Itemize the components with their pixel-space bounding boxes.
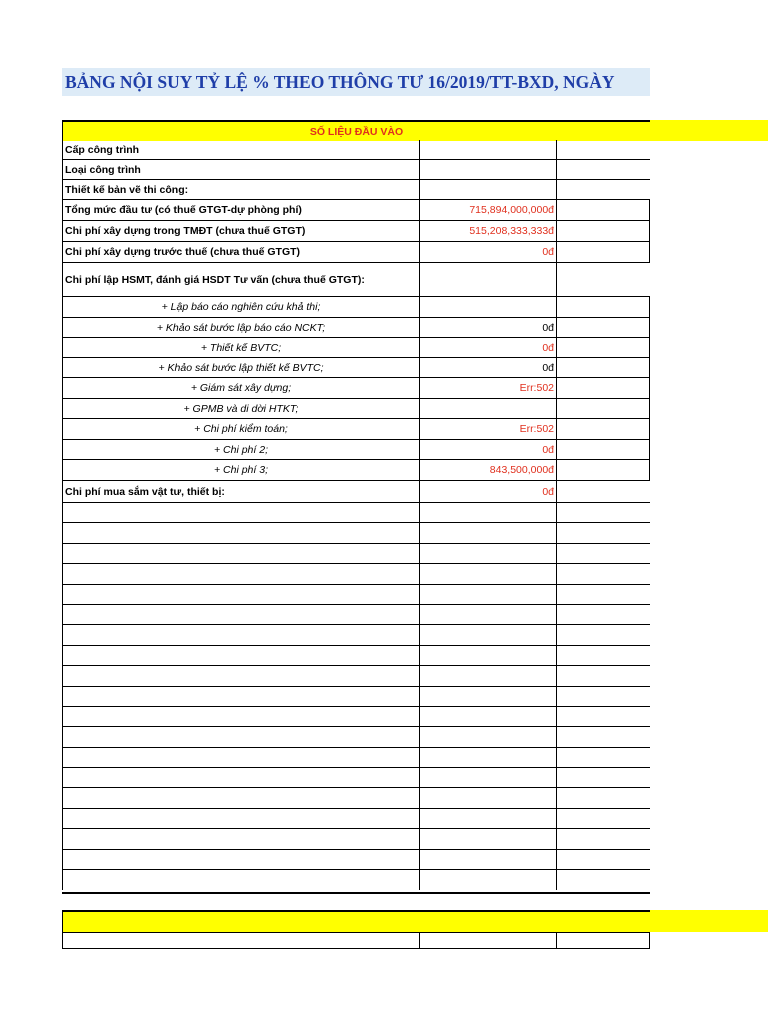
table-row[interactable] [62, 358, 650, 378]
row-value: 0đ [420, 338, 557, 357]
row-label: + Chi phí 3; [63, 460, 420, 480]
table-bottom-border [62, 892, 650, 894]
row-extra [557, 318, 650, 337]
row-value: 715,894,000,000đ [420, 200, 557, 220]
table-row[interactable] [62, 523, 650, 543]
empty-cell [63, 666, 420, 685]
row-extra [557, 419, 650, 439]
table-row[interactable] [62, 605, 650, 625]
row-value: 843,500,000đ [420, 460, 557, 480]
table-row[interactable] [62, 564, 650, 584]
row-value: Err:502 [420, 378, 557, 398]
row-value [420, 180, 557, 199]
row-value: 515,208,333,333đ [420, 221, 557, 241]
empty-cell [420, 687, 557, 706]
empty-cell [63, 788, 420, 807]
row-value: 0đ [420, 440, 557, 459]
row-label: Chi phí xây dựng trước thuế (chưa thuế GTGT) [63, 242, 420, 262]
row-label: Thiết kế bản vẽ thi công: [63, 180, 420, 199]
table-row[interactable] [62, 318, 650, 338]
empty-cell [420, 768, 557, 787]
empty-cell [63, 809, 420, 828]
sheet-title: BẢNG NỘI SUY TỶ LỆ % THEO THÔNG TƯ 16/2019/TT-BXD, NGÀY [65, 72, 615, 92]
row-label: Chi phí xây dựng trong TMĐT (chưa thuế GTGT) [63, 221, 420, 241]
empty-cell [63, 625, 420, 644]
row-extra [557, 440, 650, 459]
row-value: Err:502 [420, 419, 557, 439]
row-label: + Thiết kế BVTC; [63, 338, 420, 357]
empty-cell [63, 503, 420, 522]
row-label: + Giám sát xây dựng; [63, 378, 420, 398]
table-row[interactable] [62, 440, 650, 460]
table-row[interactable] [62, 585, 650, 605]
row-extra [557, 242, 650, 262]
empty-cell [63, 870, 420, 890]
table-row[interactable] [62, 870, 650, 890]
table-row[interactable] [62, 263, 650, 297]
table-row[interactable] [62, 481, 650, 503]
row-label: + Chi phí kiểm toán; [63, 419, 420, 439]
table-row[interactable] [62, 829, 650, 849]
empty-cell [63, 646, 420, 665]
empty-cell [420, 788, 557, 807]
row-extra [557, 200, 650, 220]
table-row[interactable] [62, 200, 650, 221]
input-table [62, 120, 650, 890]
empty-cell [63, 687, 420, 706]
empty-cell [420, 585, 557, 604]
empty-cell [420, 625, 557, 644]
empty-cell [63, 933, 420, 948]
empty-cell [63, 564, 420, 583]
row-label: Loại công trình [63, 160, 420, 179]
row-value [420, 263, 557, 296]
table-row[interactable] [62, 727, 650, 747]
second-table [62, 910, 650, 949]
table-row[interactable] [62, 160, 650, 180]
row-label: Chi phí lập HSMT, đánh giá HSDT Tư vấn (chưa thuế GTGT): [63, 263, 420, 296]
empty-cell [63, 585, 420, 604]
empty-cell [420, 523, 557, 542]
table-row[interactable] [62, 338, 650, 358]
table-row[interactable] [62, 809, 650, 829]
empty-cell [420, 829, 557, 848]
table-row[interactable] [62, 460, 650, 481]
empty-cell [63, 829, 420, 848]
table-row[interactable] [62, 932, 650, 949]
row-value [420, 160, 557, 179]
row-label: + Lập báo cáo nghiên cứu khả thi; [63, 297, 420, 317]
row-label: Tổng mức đầu tư (có thuế GTGT-dự phòng phí) [63, 200, 420, 220]
row-value: 0đ [420, 242, 557, 262]
row-value: 0đ [420, 358, 557, 377]
empty-cell [420, 544, 557, 563]
table-row[interactable] [62, 748, 650, 768]
row-extra [557, 338, 650, 357]
empty-cell [420, 666, 557, 685]
table-row[interactable] [62, 646, 650, 666]
row-extra [557, 460, 650, 480]
empty-cell [420, 605, 557, 624]
empty-cell [420, 503, 557, 522]
second-header-row [62, 910, 650, 932]
table-row[interactable] [62, 221, 650, 242]
empty-cell [420, 748, 557, 767]
table-row[interactable] [62, 140, 650, 160]
empty-cell [420, 646, 557, 665]
table-row[interactable] [62, 544, 650, 564]
table-row[interactable] [62, 788, 650, 808]
empty-cell [63, 523, 420, 542]
empty-cell [420, 809, 557, 828]
table-row[interactable] [62, 399, 650, 419]
row-label: + Khảo sát bước lập báo cáo NCKT; [63, 318, 420, 337]
empty-cell [420, 727, 557, 746]
table-row[interactable] [62, 625, 650, 645]
empty-cell [63, 707, 420, 726]
empty-cell [63, 727, 420, 746]
empty-cell [420, 870, 557, 890]
row-value [420, 399, 557, 418]
row-value [420, 140, 557, 159]
table-row[interactable] [62, 419, 650, 440]
table-row[interactable] [62, 180, 650, 200]
row-label: + Khảo sát bước lập thiết kế BVTC; [63, 358, 420, 377]
empty-cell [420, 564, 557, 583]
table-row[interactable] [62, 242, 650, 263]
table-row[interactable] [62, 768, 650, 788]
table-row[interactable] [62, 850, 650, 870]
row-value: 0đ [420, 481, 557, 502]
empty-cell [63, 748, 420, 767]
row-extra [557, 378, 650, 398]
table-row[interactable] [62, 503, 650, 523]
section-header: SỐ LIỆU ĐẦU VÀO [62, 120, 650, 140]
row-extra [557, 221, 650, 241]
table-row[interactable] [62, 687, 650, 707]
title-band [62, 68, 650, 96]
row-label: Chi phí mua sắm vật tư, thiết bị: [63, 481, 420, 502]
row-extra [557, 399, 650, 418]
table-row[interactable] [62, 666, 650, 686]
empty-cell [63, 850, 420, 869]
empty-cell [420, 933, 557, 948]
table-row[interactable] [62, 707, 650, 727]
table-row[interactable] [62, 297, 650, 318]
row-label: + GPMB và di dời HTKT; [63, 399, 420, 418]
empty-cell [420, 707, 557, 726]
table-row[interactable] [62, 378, 650, 399]
row-value [420, 297, 557, 317]
row-value: 0đ [420, 318, 557, 337]
empty-cell [63, 544, 420, 563]
row-label: Cấp công trình [63, 140, 420, 159]
empty-cell [557, 933, 650, 948]
empty-cell [63, 605, 420, 624]
row-label: + Chi phí 2; [63, 440, 420, 459]
row-extra [557, 358, 650, 377]
empty-cell [63, 768, 420, 787]
row-extra [557, 297, 650, 317]
empty-cell [420, 850, 557, 869]
